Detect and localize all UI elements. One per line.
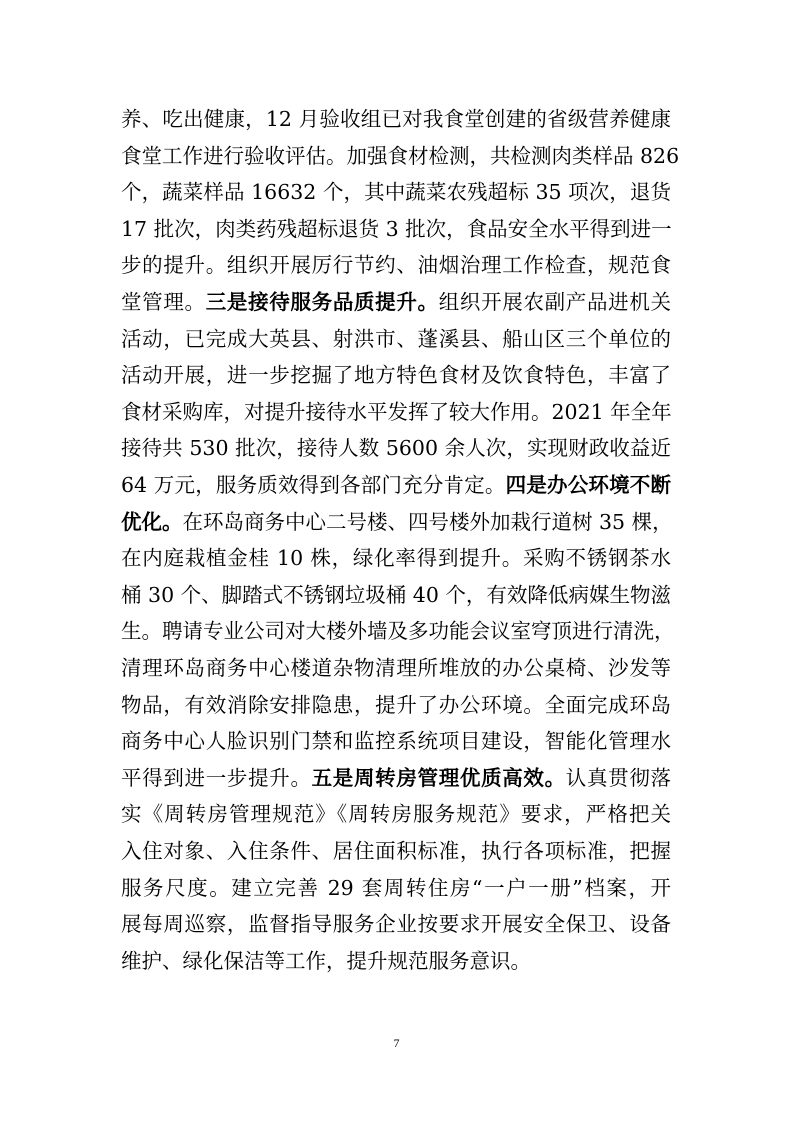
bold-heading-segment: 五是周转房管理优质高效。 xyxy=(311,765,566,790)
text-segment: 接待共 530 批次，接待人数 5600 余人次，实现财政收益近 xyxy=(121,436,671,461)
bold-heading-segment: 四是办公环境不断 xyxy=(505,473,671,497)
text-line xyxy=(121,796,671,832)
bold-heading-segment: 优化。 xyxy=(121,509,183,534)
text-segment: 64 万元，服务质效得到各部门充分肯定。 xyxy=(121,473,506,497)
text-segment: 展每周巡察，监督指导服务企业按要求开展安全保卫、设备 xyxy=(121,912,671,937)
text-segment: 物品，有效消除安排隐患，提升了办公环境。全面完成环岛 xyxy=(121,692,671,717)
bold-heading-segment: 三是接待服务品质提升。 xyxy=(205,290,439,314)
text-line xyxy=(121,577,671,613)
text-segment: 平得到进一步提升。 xyxy=(121,765,312,790)
text-line xyxy=(121,723,671,759)
text-segment: 堂管理。 xyxy=(121,290,206,314)
text-segment: 服务尺度。建立完善 29 套周转住房“一户一册”档案，开 xyxy=(121,875,671,900)
text-line xyxy=(121,101,671,137)
text-line xyxy=(121,687,671,723)
text-line xyxy=(121,394,671,430)
text-segment: 活动开展，进一步挖掘了地方特色食材及饮食特色，丰富了 xyxy=(121,363,671,388)
text-line xyxy=(121,357,671,393)
text-line xyxy=(121,211,671,247)
text-line xyxy=(121,833,671,869)
text-segment: 17 批次，肉类药残超标退货 3 批次，食品安全水平得到进一 xyxy=(121,216,672,241)
text-segment: 食材采购库，对提升接待水平发挥了较大作用。2021 年全年 xyxy=(121,399,672,424)
text-line xyxy=(121,467,671,503)
text-segment: 桶 30 个、脚踏式不锈钢垃圾桶 40 个，有效降低病媒生物滋 xyxy=(121,582,671,607)
text-segment: 个，蔬菜样品 16632 个，其中蔬菜农残超标 35 项次，退货 xyxy=(121,180,671,205)
text-line xyxy=(121,870,671,906)
text-segment: 实《周转房管理规范》《周转房服务规范》要求，严格把关 xyxy=(121,802,671,827)
text-line xyxy=(121,247,671,283)
text-line xyxy=(121,284,671,320)
text-segment: 商务中心人脸识别门禁和监控系统项目建设，智能化管理水 xyxy=(121,729,671,754)
text-segment: 入住对象、入住条件、居住面积标准，执行各项标准，把握 xyxy=(121,839,671,863)
text-segment: 活动，已完成大英县、射洪市、蓬溪县、船山区三个单位的 xyxy=(121,326,671,351)
text-segment: 生。聘请专业公司对大楼外墙及多功能会议室穹顶进行清洗， xyxy=(121,619,675,644)
text-line xyxy=(121,906,671,942)
text-line xyxy=(121,321,671,357)
text-line xyxy=(121,430,671,466)
text-line xyxy=(121,613,675,649)
text-segment: 在环岛商务中心二号楼、四号楼外加栽行道树 35 棵， xyxy=(182,509,673,534)
text-line xyxy=(121,174,671,210)
page-number: 7 xyxy=(393,1036,400,1050)
text-line xyxy=(121,943,671,979)
text-line xyxy=(121,138,680,174)
text-segment: 组织开展农副产品进机关 xyxy=(438,290,672,314)
text-segment: 步的提升。组织开展厉行节约、油烟治理工作检查，规范食 xyxy=(121,253,671,278)
text-segment: 维护、绿化保洁等工作，提升规范服务意识。 xyxy=(121,948,531,973)
text-segment: 养、吃出健康，12 月验收组已对我食堂创建的省级营养健康 xyxy=(121,107,671,131)
text-line xyxy=(121,650,671,686)
text-line xyxy=(121,760,671,796)
text-segment: 认真贯彻落 xyxy=(565,765,672,790)
text-line xyxy=(121,504,671,540)
text-segment: 在内庭栽植金桂 10 株，绿化率得到提升。采购不锈钢茶水 xyxy=(121,546,671,571)
text-segment: 清理环岛商务中心楼道杂物清理所堆放的办公桌椅、沙发等 xyxy=(121,656,671,680)
text-segment: 食堂工作进行验收评估。加强食材检测，共检测肉类样品 826 xyxy=(121,143,680,168)
text-line xyxy=(121,540,671,576)
